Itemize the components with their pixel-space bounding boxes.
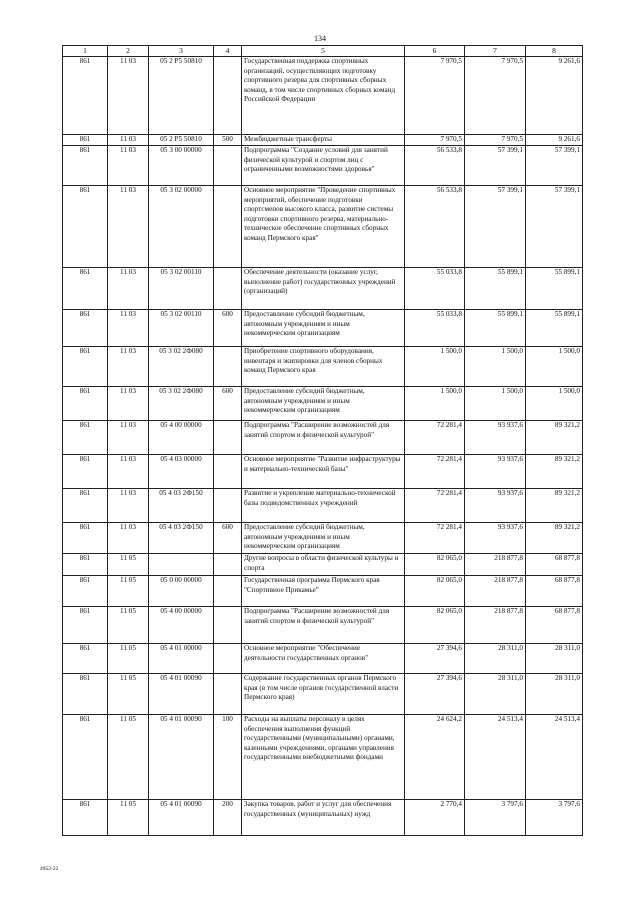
cell-ministry-code: 861 xyxy=(63,268,108,310)
cell-expense-type: 600 xyxy=(214,310,242,347)
cell-amount-col6: 72 281,4 xyxy=(405,523,465,554)
cell-amount-col7: 93 937,6 xyxy=(465,455,526,489)
cell-amount-col6: 72 281,4 xyxy=(405,489,465,523)
cell-amount-col7: 218 877,8 xyxy=(465,554,526,576)
header-cell: 4 xyxy=(214,46,242,57)
cell-description: Основное мероприятие "Проведение спортивных мероприятий, обеспечение подготовки спортсменов высокого класса, развитие системы подготовки спортивного резерва, материально-техническое обеспечение спортивных сборных команд Пермского края" xyxy=(242,186,405,268)
header-row xyxy=(63,46,583,57)
header-cell: 7 xyxy=(465,46,526,57)
cell-target-item-code: 05 4 01 00090 xyxy=(149,674,214,715)
cell-ministry-code: 861 xyxy=(63,715,108,800)
cell-amount-col6: 82 065,0 xyxy=(405,576,465,607)
cell-target-item-code: 05 3 02 2Ф080 xyxy=(149,387,214,421)
cell-amount-col6: 2 770,4 xyxy=(405,800,465,836)
cell-amount-col8: 68 877,8 xyxy=(526,607,583,644)
cell-target-item-code: 05 3 02 00000 xyxy=(149,186,214,268)
cell-amount-col7: 93 937,6 xyxy=(465,421,526,455)
cell-target-item-code xyxy=(149,554,214,576)
table-row xyxy=(63,421,583,455)
cell-amount-col7: 57 399,1 xyxy=(465,186,526,268)
cell-ministry-code: 861 xyxy=(63,146,108,186)
cell-ministry-code: 861 xyxy=(63,387,108,421)
cell-section-code: 11 05 xyxy=(108,554,149,576)
cell-section-code: 11 03 xyxy=(108,268,149,310)
cell-target-item-code: 05 3 02 2Ф080 xyxy=(149,347,214,387)
table-row xyxy=(63,644,583,674)
table-row xyxy=(63,146,583,186)
cell-target-item-code: 05 4 01 00000 xyxy=(149,644,214,674)
cell-description: Межбюджетные трансферты xyxy=(242,135,405,146)
cell-amount-col8: 28 311,0 xyxy=(526,674,583,715)
cell-amount-col8: 9 261,6 xyxy=(526,135,583,146)
cell-target-item-code: 05 3 02 00110 xyxy=(149,268,214,310)
table-body xyxy=(63,57,583,836)
cell-ministry-code: 861 xyxy=(63,421,108,455)
cell-amount-col7: 55 899,1 xyxy=(465,310,526,347)
cell-amount-col7: 7 970,5 xyxy=(465,57,526,135)
cell-target-item-code: 05 4 03 2Ф150 xyxy=(149,523,214,554)
cell-description: Расходы на выплаты персоналу в целях обеспечения выполнения функций государственными (муниципальными) органами, казенными учреждениями, органами управления государственными внебюджетными фондами xyxy=(242,715,405,800)
cell-amount-col8: 57 399,1 xyxy=(526,186,583,268)
cell-amount-col8: 68 877,8 xyxy=(526,554,583,576)
cell-expense-type xyxy=(214,576,242,607)
header-cell: 5 xyxy=(242,46,405,57)
header-cell: 2 xyxy=(108,46,149,57)
cell-target-item-code: 05 3 02 00110 xyxy=(149,310,214,347)
cell-description: Другие вопросы в области физической культуры и спорта xyxy=(242,554,405,576)
cell-description: Основное мероприятие "Развитие инфраструктуры и материально-технической базы" xyxy=(242,455,405,489)
cell-expense-type xyxy=(214,607,242,644)
cell-amount-col6: 82 065,0 xyxy=(405,554,465,576)
cell-ministry-code: 861 xyxy=(63,310,108,347)
cell-ministry-code: 861 xyxy=(63,576,108,607)
cell-amount-col8: 24 513,4 xyxy=(526,715,583,800)
cell-target-item-code: 05 3 00 00000 xyxy=(149,146,214,186)
cell-amount-col6: 82 065,0 xyxy=(405,607,465,644)
cell-section-code: 11 05 xyxy=(108,576,149,607)
cell-section-code: 11 05 xyxy=(108,674,149,715)
header-cell: 8 xyxy=(526,46,583,57)
table-row xyxy=(63,310,583,347)
cell-amount-col6: 72 281,4 xyxy=(405,421,465,455)
cell-description: Подпрограмма "Расширение возможностей для занятий спортом и физической культурой" xyxy=(242,607,405,644)
cell-expense-type xyxy=(214,489,242,523)
cell-expense-type xyxy=(214,674,242,715)
cell-amount-col6: 7 970,5 xyxy=(405,57,465,135)
cell-expense-type xyxy=(214,186,242,268)
cell-description: Закупка товаров, работ и услуг для обеспечения государственных (муниципальных) нужд xyxy=(242,800,405,836)
cell-amount-col7: 28 311,0 xyxy=(465,674,526,715)
cell-description: Приобретение спортивного оборудования, инвентаря и экипировки для членов сборных команд Пермского края xyxy=(242,347,405,387)
table-row xyxy=(63,715,583,800)
budget-table xyxy=(62,45,583,836)
cell-section-code: 11 03 xyxy=(108,387,149,421)
cell-expense-type xyxy=(214,347,242,387)
cell-amount-col8: 89 321,2 xyxy=(526,421,583,455)
cell-section-code: 11 05 xyxy=(108,800,149,836)
cell-description: Обеспечение деятельности (оказание услуг, выполнение работ) государственных учреждений (организаций) xyxy=(242,268,405,310)
cell-amount-col8: 89 321,2 xyxy=(526,489,583,523)
cell-amount-col8: 1 500,0 xyxy=(526,347,583,387)
cell-section-code: 11 05 xyxy=(108,644,149,674)
header-cell: 1 xyxy=(63,46,108,57)
cell-amount-col6: 27 394,6 xyxy=(405,644,465,674)
cell-ministry-code: 861 xyxy=(63,523,108,554)
cell-target-item-code: 05 2 P5 50810 xyxy=(149,57,214,135)
cell-amount-col6: 55 033,8 xyxy=(405,268,465,310)
cell-target-item-code: 05 4 00 00000 xyxy=(149,421,214,455)
cell-description: Предоставление субсидий бюджетным, автономным учреждениям и иным некоммерческим организациям xyxy=(242,310,405,347)
cell-expense-type: 600 xyxy=(214,523,242,554)
table-row xyxy=(63,554,583,576)
table-row xyxy=(63,800,583,836)
table-row xyxy=(63,523,583,554)
footer-code: 4952-22 xyxy=(40,866,59,872)
cell-amount-col7: 28 311,0 xyxy=(465,644,526,674)
cell-description: Подпрограмма "Создание условий для занятий физической культурой и спортом лиц с ограниченными возможностями здоровья" xyxy=(242,146,405,186)
cell-target-item-code: 05 4 01 00090 xyxy=(149,800,214,836)
cell-section-code: 11 03 xyxy=(108,186,149,268)
cell-ministry-code: 861 xyxy=(63,455,108,489)
cell-ministry-code: 861 xyxy=(63,347,108,387)
cell-amount-col8: 57 399,1 xyxy=(526,146,583,186)
cell-expense-type: 500 xyxy=(214,135,242,146)
cell-target-item-code: 05 4 00 00000 xyxy=(149,607,214,644)
cell-description: Предоставление субсидий бюджетным, автономным учреждениям и иным некоммерческим организациям xyxy=(242,387,405,421)
cell-amount-col7: 218 877,8 xyxy=(465,607,526,644)
cell-section-code: 11 03 xyxy=(108,523,149,554)
cell-target-item-code: 05 4 01 00090 xyxy=(149,715,214,800)
cell-amount-col6: 7 970,5 xyxy=(405,135,465,146)
cell-ministry-code: 861 xyxy=(63,186,108,268)
cell-amount-col8: 68 877,8 xyxy=(526,576,583,607)
cell-ministry-code: 861 xyxy=(63,800,108,836)
cell-expense-type xyxy=(214,554,242,576)
cell-amount-col8: 55 899,1 xyxy=(526,268,583,310)
cell-amount-col8: 9 261,6 xyxy=(526,57,583,135)
table-row xyxy=(63,607,583,644)
cell-description: Содержание государственных органов Пермского края (в том числе органов государственной власти Пермского края) xyxy=(242,674,405,715)
cell-section-code: 11 03 xyxy=(108,347,149,387)
cell-amount-col8: 55 899,1 xyxy=(526,310,583,347)
table-row xyxy=(63,135,583,146)
cell-target-item-code: 05 2 P5 50810 xyxy=(149,135,214,146)
table-row xyxy=(63,186,583,268)
cell-amount-col6: 72 281,4 xyxy=(405,455,465,489)
cell-ministry-code: 861 xyxy=(63,489,108,523)
cell-target-item-code: 05 0 00 00000 xyxy=(149,576,214,607)
cell-amount-col7: 24 513,4 xyxy=(465,715,526,800)
cell-expense-type xyxy=(214,268,242,310)
cell-ministry-code: 861 xyxy=(63,554,108,576)
cell-section-code: 11 05 xyxy=(108,607,149,644)
cell-amount-col6: 56 533,8 xyxy=(405,186,465,268)
table-row xyxy=(63,268,583,310)
cell-description: Подпрограмма "Расширение возможностей для занятий спортом и физической культурой" xyxy=(242,421,405,455)
header-cell: 6 xyxy=(405,46,465,57)
cell-section-code: 11 03 xyxy=(108,421,149,455)
table-row xyxy=(63,387,583,421)
cell-amount-col7: 7 970,5 xyxy=(465,135,526,146)
cell-expense-type: 600 xyxy=(214,387,242,421)
cell-amount-col8: 89 321,2 xyxy=(526,523,583,554)
cell-amount-col6: 27 394,6 xyxy=(405,674,465,715)
cell-description: Государственная программа Пермского края "Спортивное Прикамье" xyxy=(242,576,405,607)
cell-amount-col6: 1 500,0 xyxy=(405,387,465,421)
table-row xyxy=(63,455,583,489)
cell-section-code: 11 03 xyxy=(108,489,149,523)
cell-target-item-code: 05 4 03 00000 xyxy=(149,455,214,489)
table-row xyxy=(63,489,583,523)
cell-expense-type xyxy=(214,421,242,455)
cell-section-code: 11 03 xyxy=(108,146,149,186)
table-row xyxy=(63,57,583,135)
cell-description: Государственная поддержка спортивных организаций, осуществляющих подготовку спортивного резерва для спортивных сборных команд, в том числе спортивных сборных команд Российской Федерации xyxy=(242,57,405,135)
cell-amount-col6: 56 533,8 xyxy=(405,146,465,186)
cell-ministry-code: 861 xyxy=(63,57,108,135)
cell-description: Основное мероприятие "Обеспечение деятельности государственных органов" xyxy=(242,644,405,674)
cell-expense-type: 200 xyxy=(214,800,242,836)
cell-section-code: 11 03 xyxy=(108,455,149,489)
table-row xyxy=(63,576,583,607)
cell-amount-col8: 1 500,0 xyxy=(526,387,583,421)
cell-amount-col7: 57 399,1 xyxy=(465,146,526,186)
cell-section-code: 11 03 xyxy=(108,135,149,146)
cell-amount-col7: 93 937,6 xyxy=(465,489,526,523)
cell-ministry-code: 861 xyxy=(63,644,108,674)
cell-amount-col7: 218 877,8 xyxy=(465,576,526,607)
cell-ministry-code: 861 xyxy=(63,607,108,644)
cell-amount-col6: 24 624,2 xyxy=(405,715,465,800)
cell-section-code: 11 03 xyxy=(108,57,149,135)
cell-amount-col7: 93 937,6 xyxy=(465,523,526,554)
page-number: 134 xyxy=(314,34,326,43)
cell-ministry-code: 861 xyxy=(63,674,108,715)
cell-amount-col8: 89 321,2 xyxy=(526,455,583,489)
cell-section-code: 11 03 xyxy=(108,310,149,347)
cell-amount-col7: 1 500,0 xyxy=(465,387,526,421)
cell-expense-type xyxy=(214,455,242,489)
table-row xyxy=(63,347,583,387)
cell-target-item-code: 05 4 03 2Ф150 xyxy=(149,489,214,523)
header-cell: 3 xyxy=(149,46,214,57)
cell-amount-col7: 1 500,0 xyxy=(465,347,526,387)
cell-expense-type xyxy=(214,146,242,186)
cell-amount-col6: 1 500,0 xyxy=(405,347,465,387)
cell-description: Предоставление субсидий бюджетным, автономным учреждениям и иным некоммерческим организациям xyxy=(242,523,405,554)
cell-ministry-code: 861 xyxy=(63,135,108,146)
cell-amount-col8: 28 311,0 xyxy=(526,644,583,674)
cell-section-code: 11 05 xyxy=(108,715,149,800)
cell-description: Развитие и укрепление материально-технической базы подведомственных учреждений xyxy=(242,489,405,523)
table-row xyxy=(63,674,583,715)
cell-expense-type: 100 xyxy=(214,715,242,800)
cell-expense-type xyxy=(214,644,242,674)
cell-amount-col8: 3 797,6 xyxy=(526,800,583,836)
cell-expense-type xyxy=(214,57,242,135)
cell-amount-col7: 55 899,1 xyxy=(465,268,526,310)
cell-amount-col7: 3 797,6 xyxy=(465,800,526,836)
cell-amount-col6: 55 033,8 xyxy=(405,310,465,347)
